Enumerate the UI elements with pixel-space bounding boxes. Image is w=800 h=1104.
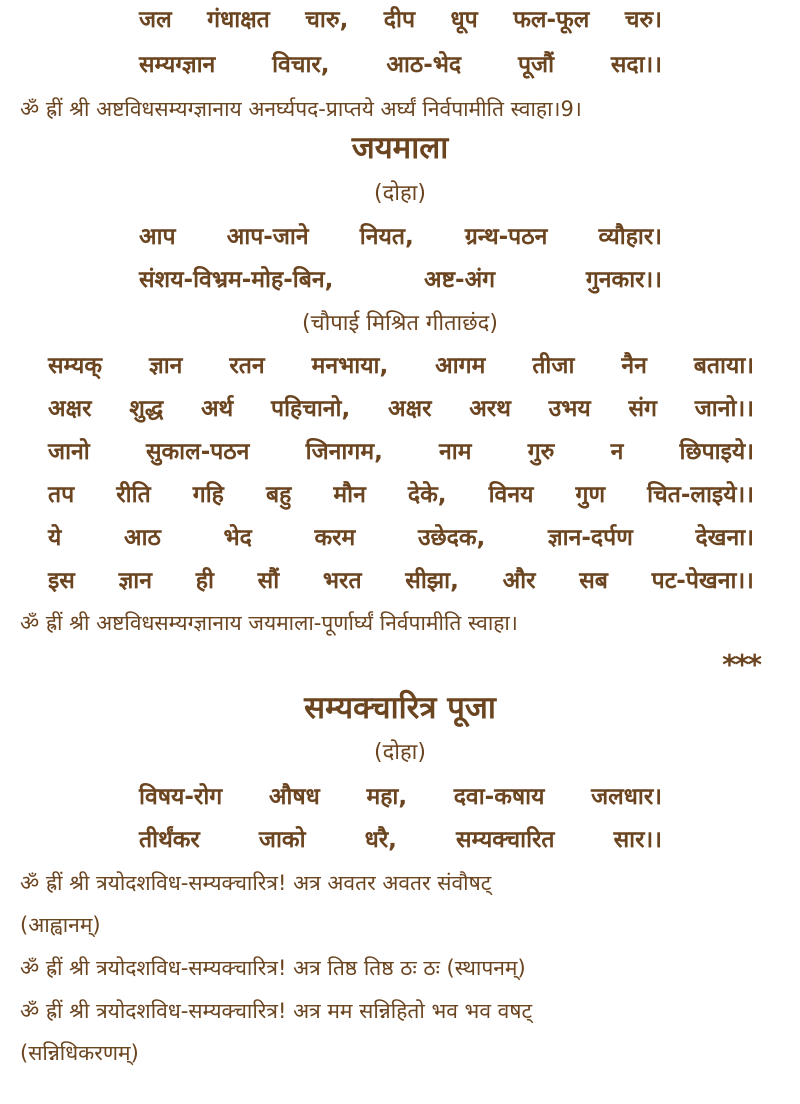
word: रतन [229, 353, 265, 379]
word: दवा-कषाय [453, 784, 545, 810]
word: शुद्ध [129, 396, 164, 422]
word: ज्ञान [118, 568, 153, 594]
word: इस [48, 568, 75, 594]
word: धूप [450, 7, 478, 33]
word: उछेदक, [417, 525, 486, 551]
word: आठ [123, 525, 161, 551]
word: गुण [575, 482, 606, 508]
chaupai-label: (चौपाई मिश्रित गीताछंद) [302, 311, 498, 336]
word: देखना। [695, 525, 754, 551]
word: जानो।। [694, 396, 754, 422]
word: नैन [621, 353, 647, 379]
section-title-charitra: सम्यक्चारित्र पूजा [304, 690, 496, 726]
word: पूजौं [517, 52, 555, 78]
word: सम्यक् [48, 353, 103, 379]
invocation-line: ॐ ह्रीं श्री त्रयोदशविध-सम्यक्चारित्र! अत्र अवतर अवतर संवौषट् [20, 871, 492, 895]
word: चित-लाइये।। [647, 482, 754, 508]
verse-line [48, 523, 754, 553]
word: आठ-भेद [386, 52, 462, 78]
word: भरत [322, 568, 362, 594]
word: सदा।। [610, 52, 662, 78]
word: जानो [48, 439, 90, 465]
doha-line [139, 782, 662, 812]
word: संग [628, 396, 657, 422]
verse-line [48, 437, 754, 467]
word: जाको [258, 827, 306, 853]
word: ज्ञान [148, 353, 183, 379]
invocation-line: ॐ ह्रीं श्री त्रयोदशविध-सम्यक्चारित्र! अत्र तिष्ठ तिष्ठ ठः ठः (स्थापनम्) [20, 956, 526, 980]
word: रीति [116, 482, 151, 508]
word: देके, [407, 482, 447, 508]
word: आगम [435, 353, 486, 379]
word: अष्ट-अंग [424, 267, 496, 293]
word: औषध [268, 784, 320, 810]
word: अक्षर [48, 396, 92, 422]
word: संशय-विभ्रम-मोह-बिन, [139, 267, 334, 293]
word: तीजा [532, 353, 575, 379]
doha-label: (दोहा) [374, 181, 426, 206]
invocation-line: (आह्वानम्) [20, 913, 101, 937]
word: भेद [223, 525, 252, 551]
word: जल [139, 7, 172, 33]
verse-line [139, 5, 662, 35]
word: ग्रन्थ-पठन [464, 224, 548, 250]
word: उभय [548, 396, 591, 422]
word: महा, [366, 784, 408, 810]
word: सब [579, 568, 608, 594]
arghya-mantra: ॐ ह्रीं श्री अष्टविधसम्यग्ज्ञानाय अनर्घ्यपद-प्राप्तये अर्घ्यं निर्वपामीति स्वाहा।9। [20, 97, 582, 121]
word: ज्ञान-दर्पण [547, 525, 633, 551]
word: आप-जाने [226, 224, 309, 250]
verse-line [48, 566, 754, 596]
word: अरथ [469, 396, 511, 422]
word: न [610, 439, 624, 465]
doha-line [139, 825, 662, 855]
word: छिपाइये। [679, 439, 754, 465]
word: चारु, [305, 7, 349, 33]
word: मौन [333, 482, 366, 508]
word: सार।। [613, 827, 662, 853]
jaymala-mantra: ॐ ह्रीं श्री अष्टविधसम्यग्ज्ञानाय जयमाला-पूर्णार्घ्यं निर्वपामीति स्वाहा। [20, 611, 518, 635]
section-title-jaymala: जयमाला [351, 130, 449, 166]
word: आप [139, 224, 176, 250]
verse-line [48, 480, 754, 510]
word: सुकाल-पठन [145, 439, 250, 465]
doha-line [139, 265, 662, 295]
word: गुनकार।। [585, 267, 662, 293]
word: विषय-रोग [139, 784, 223, 810]
word: जिनागम, [305, 439, 383, 465]
word: दीप [383, 7, 416, 33]
word: सौं [257, 568, 280, 594]
word: बहु [265, 482, 292, 508]
word: बताया। [693, 353, 754, 379]
word: सीझा, [405, 568, 459, 594]
word: मनभाया, [311, 353, 389, 379]
invocation-line: ॐ ह्रीं श्री त्रयोदशविध-सम्यक्चारित्र! अत्र मम सन्निहितो भव भव वषट् [20, 999, 533, 1023]
word: पट-पेखना।। [651, 568, 754, 594]
verse-line [139, 50, 662, 80]
word: विनय [488, 482, 534, 508]
word: तीर्थंकर [139, 827, 200, 853]
word: पहिचानो, [271, 396, 351, 422]
word: चरु। [624, 7, 662, 33]
word: अक्षर [388, 396, 432, 422]
word: और [502, 568, 536, 594]
word: सम्यक्चारित [455, 827, 555, 853]
word: धरै, [364, 827, 397, 853]
word: व्यौहार। [598, 224, 662, 250]
word: विचार, [272, 52, 330, 78]
word: गंधाक्षत [207, 7, 270, 33]
verse-line [48, 351, 754, 381]
word: सम्यग्ज्ञान [139, 52, 216, 78]
word: गहि [192, 482, 224, 508]
section-separator: *** [722, 648, 760, 681]
word: ये [48, 525, 62, 551]
doha-line [139, 222, 662, 252]
word: ही [195, 568, 214, 594]
doha-label: (दोहा) [374, 740, 426, 765]
word: तप [48, 482, 75, 508]
word: नाम [439, 439, 472, 465]
word: अर्थ [200, 396, 234, 422]
word: नियत, [359, 224, 414, 250]
word: जलधार। [591, 784, 662, 810]
word: फल-फूल [513, 7, 590, 33]
word: करम [314, 525, 356, 551]
invocation-line: (सन्निधिकरणम्) [20, 1041, 139, 1065]
verse-line [48, 394, 754, 424]
word: गुरु [527, 439, 555, 465]
